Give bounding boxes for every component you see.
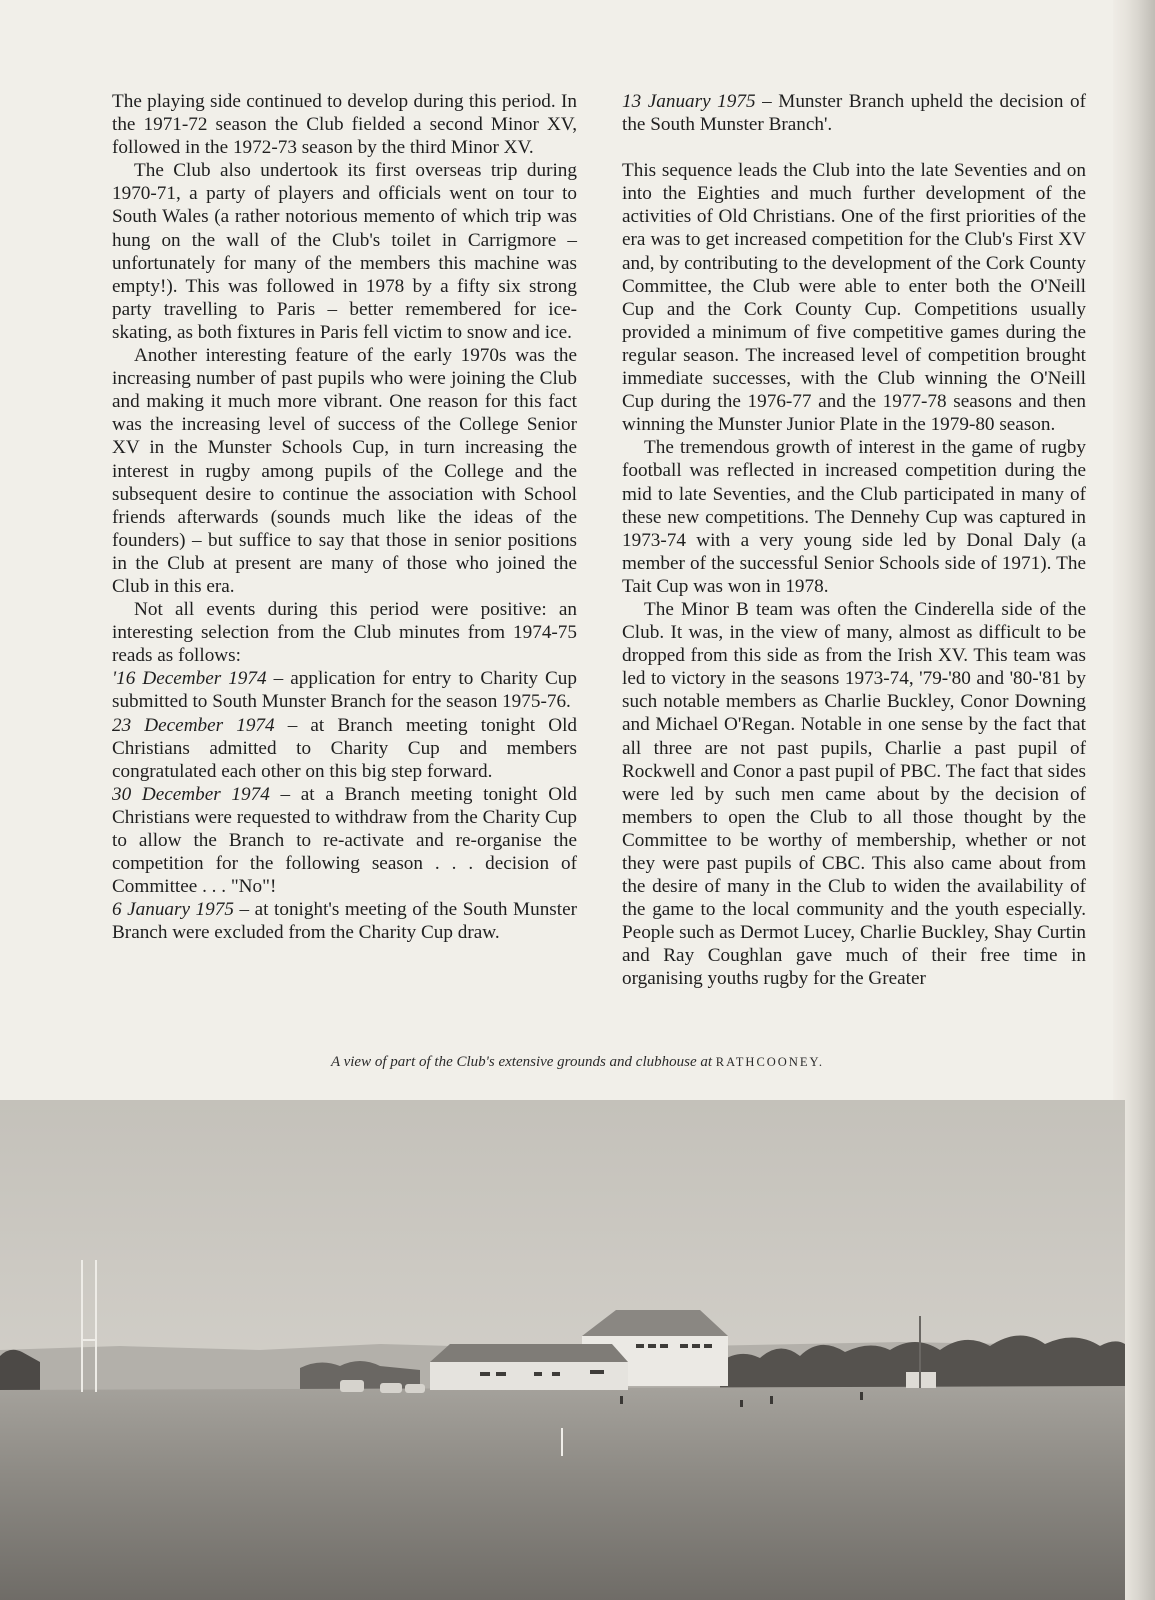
left-column	[112, 90, 577, 944]
minutes-entry	[112, 667, 577, 713]
entry-text: – at a Branch meeting tonight Old Christians were requested to withdraw from the Charity Cup to allow the Branch to re-activate and re-organise the competition for the following season . . . decision of Committee . . . "No"!	[112, 783, 577, 898]
paragraph: The Club also undertook its first overseas trip during 1970-71, a party of players and officials went on tour to South Wales (a rather notorious memento of which trip was hung on the wall of the Club's toilet in Carrigmore – unfortunately for many of the members this machine was empty!). This was followed in 1978 by a fifty six strong party travelling to Paris – better remembered for ice-skating, as both fixtures in Paris fell victim to snow and ice.	[112, 160, 577, 343]
entry-text: – at Branch meeting tonight Old Christians admitted to Charity Cup and members congratulated each other on this big step forward.	[112, 714, 577, 782]
caption-place: RATHCOONEY.	[715, 1055, 825, 1069]
entry-text: – application for entry to Charity Cup submitted to South Munster Branch for the season 1975-76.	[112, 668, 577, 713]
minutes-entry	[112, 714, 577, 783]
minutes-entry	[622, 90, 1086, 136]
caption-text: A view of part of the Club's extensive grounds and clubhouse at	[330, 1054, 716, 1070]
entry-date: 6 January 1975	[112, 899, 234, 921]
paragraph: This sequence leads the Club into the late Seventies and on into the Eighties and much further development of the activities of Old Christians. One of the first priorities of the era was to get increased competition for the Club's First XV and, by contributing to the development of the Cork County Committee, the Club were able to enter both the O'Neill Cup and the Cork County Cup. Competitions usually provided a minimum of five competitive games during the regular season. The increased level of competition brought immediate successes, with the Club winning the O'Neill Cup during the 1976-77 and the 1977-78 seasons and then winning the Munster Junior Plate in the 1979-80 season.	[622, 160, 1086, 436]
clubhouse-photo-image	[0, 1100, 1125, 1600]
entry-date: 13 January 1975	[622, 91, 756, 112]
entry-text: – at tonight's meeting of the South Munster Branch were excluded from the Charity Cup draw.	[112, 899, 577, 944]
entry-text: – Munster Branch upheld the decision of the South Munster Branch'.	[622, 91, 1087, 136]
minutes-entry	[112, 783, 577, 898]
paragraph: The tremendous growth of interest in the game of rugby football was reflected in increased competition during the mid to late Seventies, and the Club participated in many of these new competitions. The Dennehy Cup was captured in 1973-74 with a very young side led by Donal Daly (a member of the successful Senior Schools side of 1971). The Tait Cup was won in 1978.	[622, 437, 1086, 597]
paragraph: The Minor B team was often the Cinderella side of the Club. It was, in the view of many, almost as difficult to be dropped from this side as from the Irish XV. This team was led to victory in the seasons 1973-74, '79-'80 and '80-'81 by such notable members as Charlie Buckley, Conor Downing and Michael O'Regan. Notable in one sense by the fact that all three are not past pupils, Charlie a past pupil of Rockwell and Conor a past pupil of PBC. The fact that sides were led by such men came about by the decision of members to open the Club to all those thought by the Committee to be worthy of membership, whether or not they were past pupils of CBC. This also came about from the desire of many in the Club to widen the availability of the game to the local community and the youth especially. People such as Dermot Lucey, Charlie Buckley, Shay Curtin and Ray Coughlan gave much of their free time in organising youths rugby for the Greater	[622, 598, 1086, 990]
paragraph: Not all events during this period were positive: an interesting selection from the Club minutes from 1974-75 reads as follows:	[112, 599, 577, 667]
photo-caption	[0, 1054, 1155, 1071]
paragraph: Another interesting feature of the early 1970s was the increasing number of past pupils who were joining the Club and making it much more vibrant. One reason for this fact was the increasing level of success of the College Senior XV in the Munster Schools Cup, in turn increasing the interest in rugby among pupils of the College and the subsequent desire to continue the association with School friends afterwards (sounds much like the ideas of the founders) – but suffice to say that those in senior positions in the Club at present are many of those who joined the Club in this era.	[112, 345, 577, 597]
right-column	[622, 90, 1086, 991]
clubhouse-photo	[0, 1100, 1125, 1600]
paragraph: The playing side continued to develop during this period. In the 1971-72 season the Club fielded a second Minor XV, followed in the 1972-73 season by the third Minor XV.	[112, 91, 577, 159]
entry-date: 23 December 1974	[112, 714, 275, 736]
entry-date: 30 December 1974	[112, 783, 270, 805]
entry-date: '16 December 1974	[112, 668, 267, 690]
minutes-entry	[112, 898, 577, 944]
